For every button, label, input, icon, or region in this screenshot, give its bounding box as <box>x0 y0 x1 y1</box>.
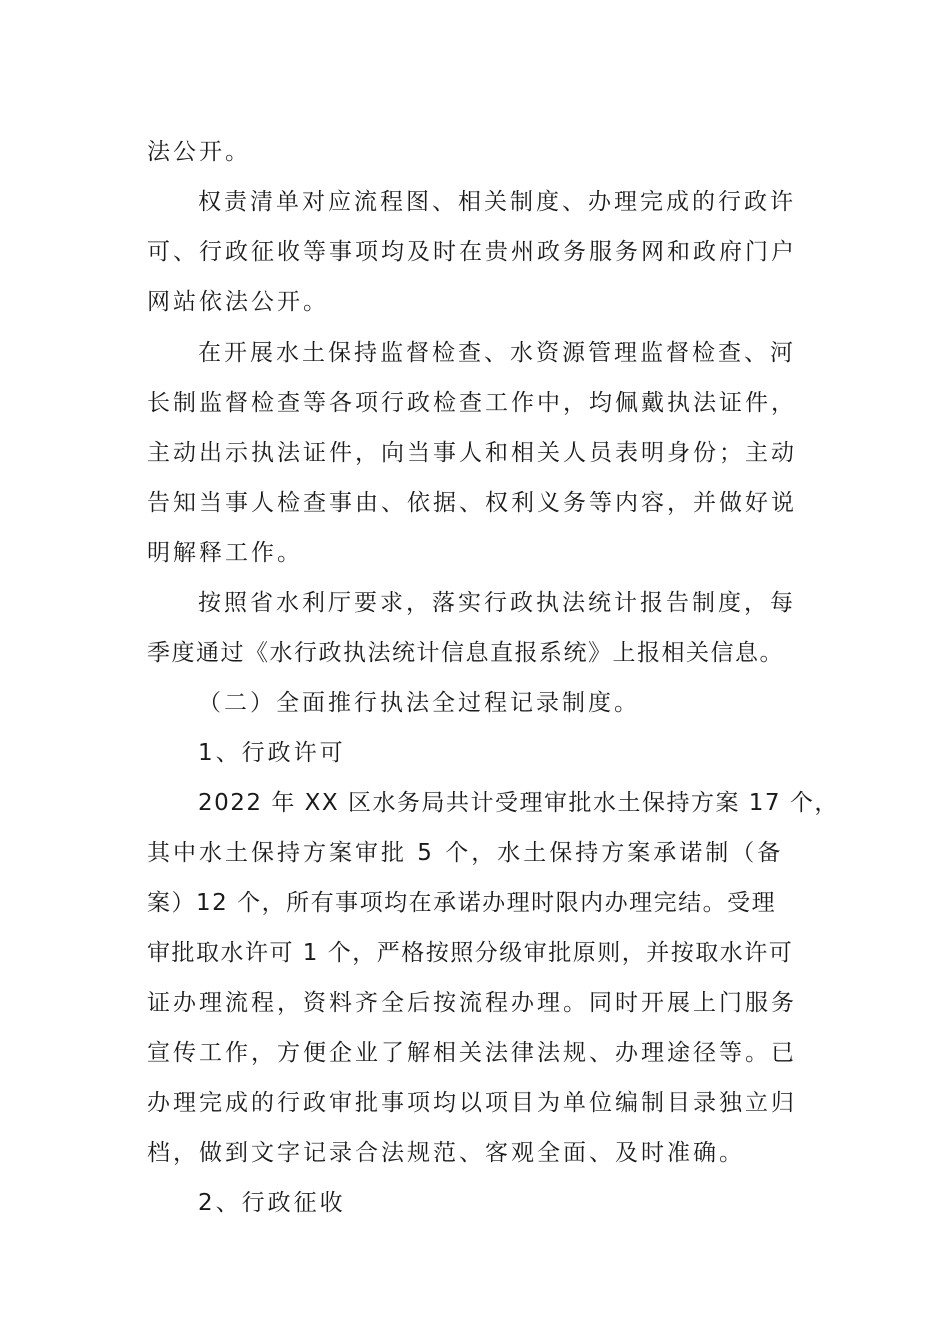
section-heading: （二）全面推行执法全过程记录制度。 <box>198 690 640 716</box>
text-line: 在开展水土保持监督检查、水资源管理监督检查、河 <box>198 340 796 366</box>
text-line: 权责清单对应流程图、相关制度、办理完成的行政许 <box>198 189 796 215</box>
text-line: 长制监督检查等各项行政检查工作中，均佩戴执法证件， <box>147 390 797 416</box>
subsection-heading: 1、行政许可 <box>198 740 346 766</box>
text-line: 法公开。 <box>147 139 251 165</box>
text-line: 案）12 个，所有事项均在承诺办理时限内办理完结。受理 <box>147 890 777 916</box>
text-line: 档，做到文字记录合法规范、客观全面、及时准确。 <box>147 1140 745 1166</box>
text-line: 可、行政征收等事项均及时在贵州政务服务网和政府门户 <box>147 239 797 265</box>
text-line: 审批取水许可 1 个，严格按照分级审批原则，并按取水许可 <box>147 940 794 966</box>
text-line: 明解释工作。 <box>147 540 303 566</box>
text-line: 按照省水利厅要求，落实行政执法统计报告制度，每 <box>198 590 796 616</box>
text-line: 宣传工作，方便企业了解相关法律法规、办理途径等。已 <box>147 1040 797 1066</box>
subsection-heading: 2、行政征收 <box>198 1190 346 1216</box>
text-line: 网站依法公开。 <box>147 289 329 315</box>
text-line: 其中水土保持方案审批 5 个，水土保持方案承诺制（备 <box>147 840 784 866</box>
text-line: 2022 年 XX 区水务局共计受理审批水土保持方案 17 个， <box>198 790 839 816</box>
text-line: 办理完成的行政审批事项均以项目为单位编制目录独立归 <box>147 1090 797 1116</box>
text-line: 主动出示执法证件，向当事人和相关人员表明身份；主动 <box>147 440 797 466</box>
text-line: 季度通过《水行政执法统计信息直报系统》上报相关信息。 <box>147 640 784 666</box>
text-line: 告知当事人检查事由、依据、权利义务等内容，并做好说 <box>147 490 797 516</box>
text-line: 证办理流程，资料齐全后按流程办理。同时开展上门服务 <box>147 990 797 1016</box>
